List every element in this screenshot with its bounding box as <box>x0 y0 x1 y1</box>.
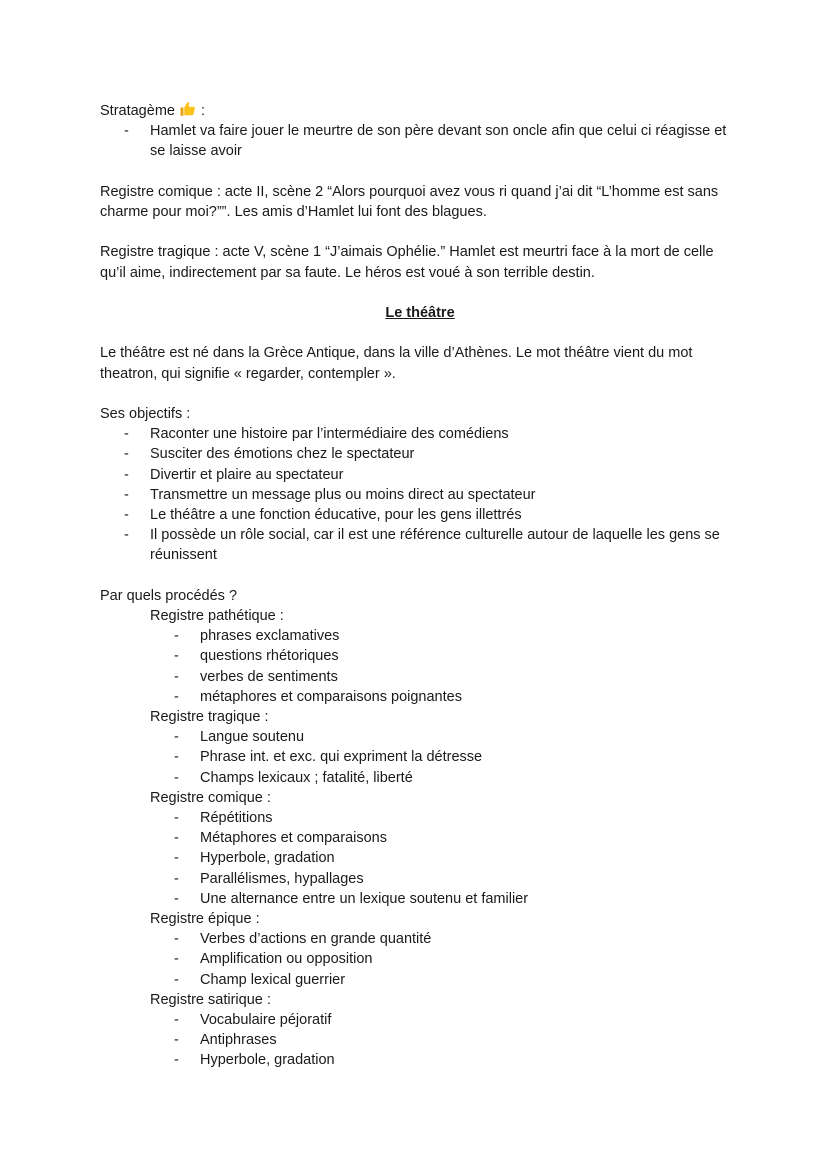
registre-tragique-paragraph: Registre tragique : acte V, scène 1 “J’aimais Ophélie.” Hamlet est meurtri face à la mort de celle qu’il aime, indirectement par sa faute. Le héros est voué à son terrible destin. <box>100 244 714 281</box>
section-title: Le théâtre <box>385 304 455 321</box>
list-item: - Champs lexicaux ; fatalité, liberté <box>174 769 413 786</box>
list-item: - Hyperbole, gradation <box>174 850 335 867</box>
list-item: - Métaphores et comparaisons <box>174 830 387 847</box>
list-item: - phrases exclamatives <box>174 628 340 645</box>
stratageme-list <box>100 121 740 161</box>
registre-satirique-list <box>150 1010 740 1071</box>
registre-epique-list <box>150 929 740 990</box>
list-item: - Champ lexical guerrier <box>174 971 346 988</box>
stratageme-heading <box>100 100 740 121</box>
document-body <box>100 100 740 1071</box>
registre-epique-label: Registre épique : <box>150 911 260 928</box>
objectifs-list <box>100 424 740 565</box>
registre-satirique-label: Registre satirique : <box>150 991 271 1008</box>
registre-comique-label: Registre comique : <box>150 789 271 806</box>
procedes-groups <box>100 606 740 1071</box>
registre-tragique-label: Registre tragique : <box>150 709 269 725</box>
intro-paragraph: Le théâtre est né dans la Grèce Antique, dans la ville d’Athènes. Le mot théâtre vient du mot theatron, qui signifie « regarder, contempler ». <box>100 345 693 382</box>
registre-comique-paragraph: Registre comique : acte II, scène 2 “Alors pourquoi avez vous ri quand j’ai dit “L’homme est sans charme pour moi?””. Les amis d’Hamlet lui font des blagues. <box>100 183 719 220</box>
list-item: - verbes de sentiments <box>174 668 338 685</box>
registre-pathetique-label: Registre pathétique : <box>150 607 284 624</box>
objectifs-label: Ses objectifs : <box>100 405 191 422</box>
list-item: - métaphores et comparaisons poignantes <box>174 688 462 705</box>
list-item: - Verbes d’actions en grande quantité <box>174 931 432 948</box>
list-item: - Répétitions <box>174 810 273 827</box>
procedes-label: Par quels procédés ? <box>100 587 238 604</box>
list-item: - Langue soutenu <box>174 729 305 746</box>
stratageme-label: Stratagème <box>100 103 175 119</box>
list-item: - Amplification ou opposition <box>174 951 373 968</box>
list-item: - Susciter des émotions chez le spectateur <box>124 446 415 463</box>
list-item: - Une alternance entre un lexique soutenu et familier <box>174 890 529 907</box>
registre-tragique-list <box>150 727 740 788</box>
list-item: - Phrase int. et exc. qui expriment la détresse <box>174 749 483 766</box>
list-item: - questions rhétoriques <box>174 648 339 665</box>
list-item: - Divertir et plaire au spectateur <box>124 466 344 483</box>
section-title-wrap <box>100 303 740 323</box>
stratageme-colon: : <box>197 103 206 119</box>
list-item: - Transmettre un message plus ou moins direct au spectateur <box>124 486 536 503</box>
list-item: - Parallélismes, hypallages <box>174 870 364 887</box>
list-item: - Vocabulaire péjoratif <box>174 1012 332 1029</box>
list-item: - Le théâtre a une fonction éducative, pour les gens illettrés <box>124 506 522 523</box>
registre-comique-list <box>150 808 740 909</box>
list-item: - Hyperbole, gradation <box>174 1052 335 1069</box>
thumbs-up-icon <box>179 100 197 118</box>
registre-pathetique-list <box>150 626 740 707</box>
list-item: - Il possède un rôle social, car il est une référence culturelle autour de laquelle les gens se réunissent <box>124 527 720 564</box>
list-item: - Antiphrases <box>174 1032 277 1049</box>
list-item: - Hamlet va faire jouer le meurtre de son père devant son oncle afin que celui ci réagisse et se laisse avoir <box>124 123 727 160</box>
list-item: - Raconter une histoire par l’intermédiaire des comédiens <box>124 426 509 443</box>
